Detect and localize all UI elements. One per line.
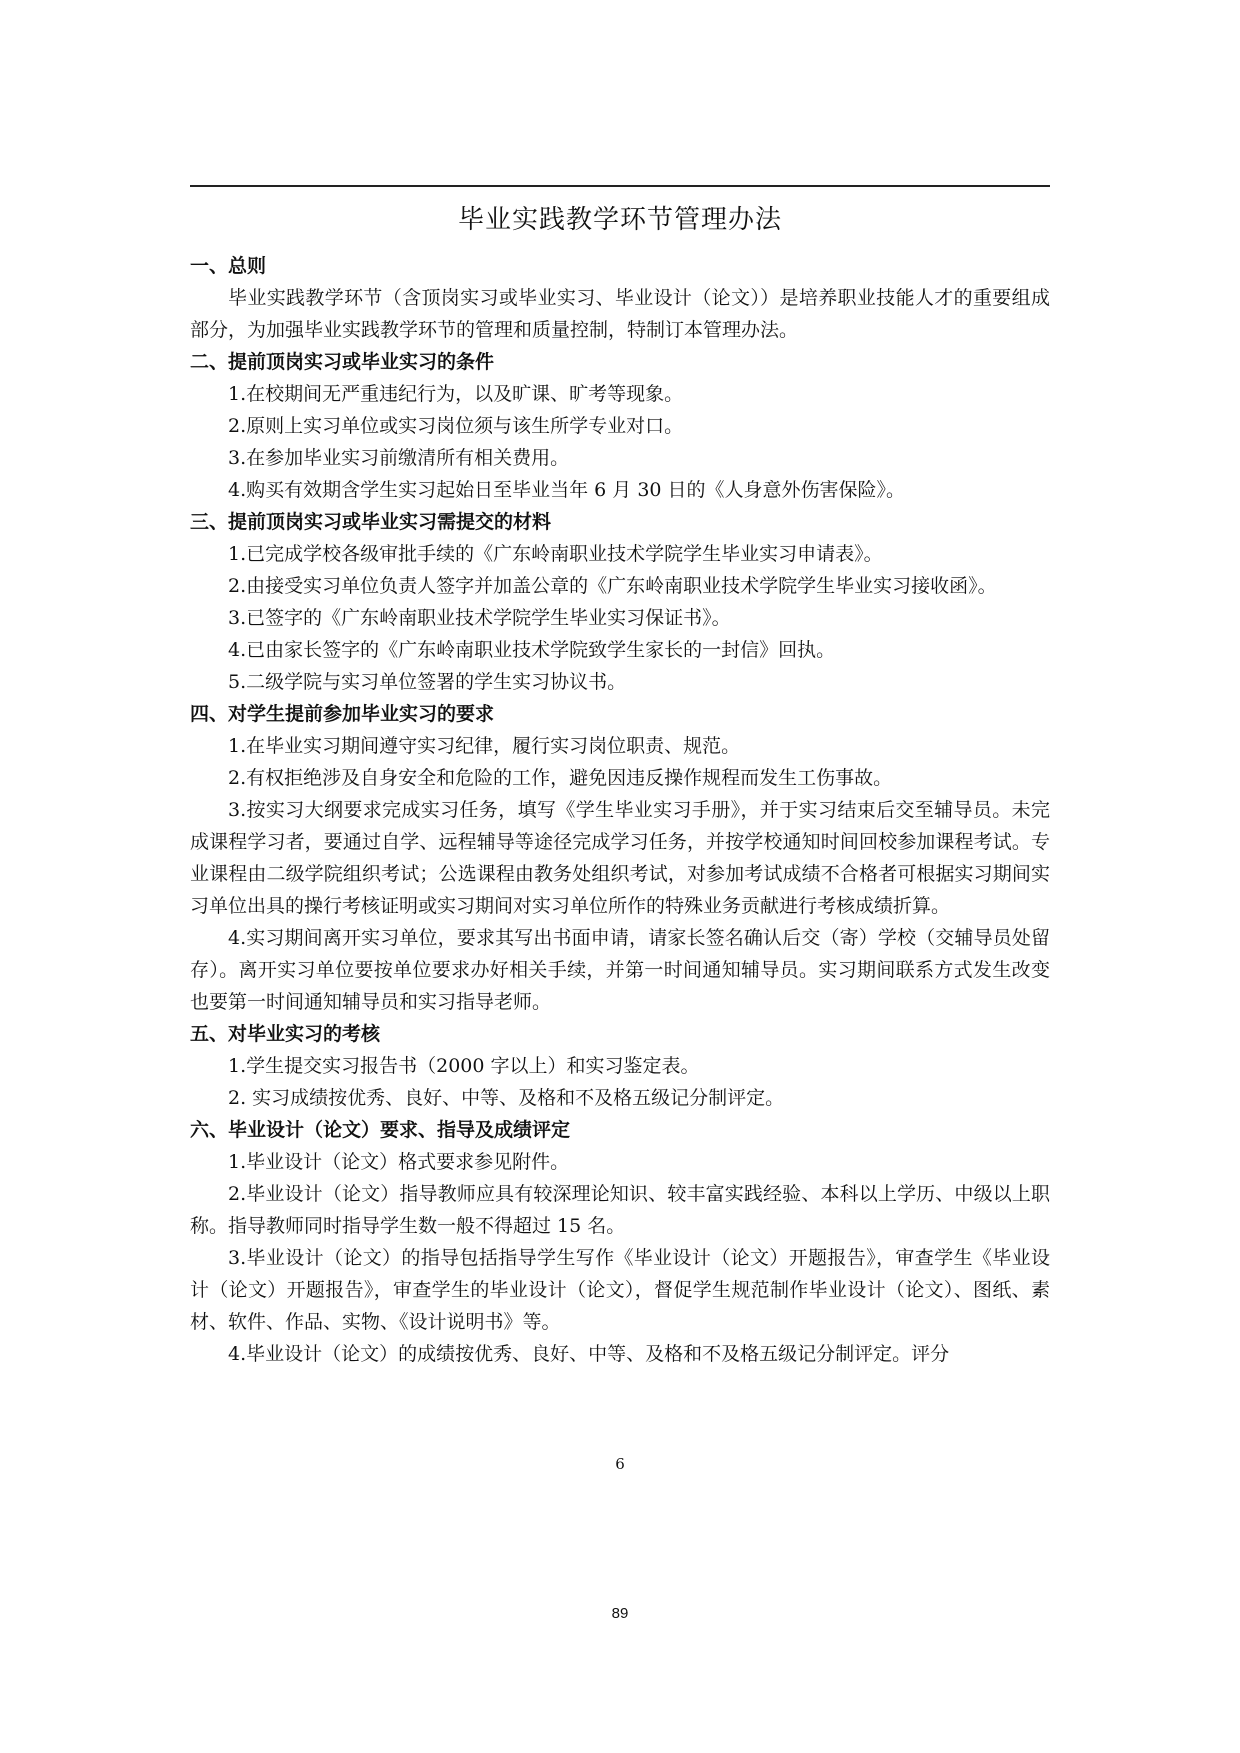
section-heading: 二、提前顶岗实习或毕业实习的条件 bbox=[190, 351, 495, 373]
list-item: 1.在校期间无严重违纪行为，以及旷课、旷考等现象。 bbox=[228, 383, 684, 405]
list-item: 1.已完成学校各级审批手续的《广东岭南职业技术学院学生毕业实习申请表》。 bbox=[228, 543, 883, 565]
list-item: 5.二级学院与实习单位签署的学生实习协议书。 bbox=[228, 671, 627, 693]
document-title: 毕业实践教学环节管理办法 bbox=[457, 205, 782, 235]
list-item: 3.已签字的《广东岭南职业技术学院学生毕业实习保证书》。 bbox=[228, 607, 731, 629]
document-body bbox=[190, 250, 1050, 1370]
list-item: 4.实习期间离开实习单位，要求其写出书面申请，请家长签名确认后交（寄）学校（交辅导员处留存）。离开实习单位要按单位要求办好相关手续，并第一时间通知辅导员。实习期间联系方式发生改变也要第一时间通知辅导员和实习指导老师。 bbox=[190, 927, 1050, 1013]
list-item: 2. 实习成绩按优秀、良好、中等、及格和不及格五级记分制评定。 bbox=[228, 1087, 785, 1109]
list-item: 4.毕业设计（论文）的成绩按优秀、良好、中等、及格和不及格五级记分制评定。评分 bbox=[228, 1343, 950, 1365]
section-heading: 一、总则 bbox=[190, 255, 267, 277]
paragraph: 毕业实践教学环节（含顶岗实习或毕业实习、毕业设计（论文））是培养职业技能人才的重要组成部分，为加强毕业实践教学环节的管理和质量控制，特制订本管理办法。 bbox=[190, 287, 1050, 341]
section-heading: 六、毕业设计（论文）要求、指导及成绩评定 bbox=[190, 1119, 571, 1141]
list-item: 3.毕业设计（论文）的指导包括指导学生写作《毕业设计（论文）开题报告》，审查学生《毕业设计（论文）开题报告》，审查学生的毕业设计（论文），督促学生规范制作毕业设计（论文）、图纸、素材、软件、作品、实物、《设计说明书》等。 bbox=[190, 1247, 1050, 1333]
list-item: 3.在参加毕业实习前缴清所有相关费用。 bbox=[228, 447, 570, 469]
page-number: 6 bbox=[615, 1455, 625, 1473]
list-item: 4.已由家长签字的《广东岭南职业技术学院致学生家长的一封信》回执。 bbox=[228, 639, 836, 661]
section-heading: 五、对毕业实习的考核 bbox=[190, 1023, 381, 1045]
list-item: 2.原则上实习单位或实习岗位须与该生所学专业对口。 bbox=[228, 415, 684, 437]
list-item: 2.有权拒绝涉及自身安全和危险的工作，避免因违反操作规程而发生工伤事故。 bbox=[228, 767, 893, 789]
section-heading: 三、提前顶岗实习或毕业实习需提交的材料 bbox=[190, 511, 552, 533]
list-item: 1.毕业设计（论文）格式要求参见附件。 bbox=[228, 1151, 570, 1173]
list-item: 2.毕业设计（论文）指导教师应具有较深理论知识、较丰富实践经验、本科以上学历、中级以上职称。指导教师同时指导学生数一般不得超过 15 名。 bbox=[190, 1183, 1050, 1237]
footer-page-number: 89 bbox=[611, 1605, 629, 1622]
list-item: 2.由接受实习单位负责人签字并加盖公章的《广东岭南职业技术学院学生毕业实习接收函》。 bbox=[228, 575, 997, 597]
list-item: 1.在毕业实习期间遵守实习纪律，履行实习岗位职责、规范。 bbox=[228, 735, 741, 757]
section-heading: 四、对学生提前参加毕业实习的要求 bbox=[190, 703, 495, 725]
list-item: 1.学生提交实习报告书（2000 字以上）和实习鉴定表。 bbox=[228, 1055, 700, 1077]
top-rule bbox=[190, 185, 1050, 187]
list-item: 3.按实习大纲要求完成实习任务，填写《学生毕业实习手册》，并于实习结束后交至辅导员。未完成课程学习者，要通过自学、远程辅导等途径完成学习任务，并按学校通知时间回校参加课程考试。专业课程由二级学院组织考试；公选课程由教务处组织考试，对参加考试成绩不合格者可根据实习期间实习单位出具的操行考核证明或实习期间对实习单位所作的特殊业务贡献进行考核成绩折算。 bbox=[190, 799, 1050, 917]
list-item: 4.购买有效期含学生实习起始日至毕业当年 6 月 30 日的《人身意外伤害保险》。 bbox=[228, 479, 906, 501]
